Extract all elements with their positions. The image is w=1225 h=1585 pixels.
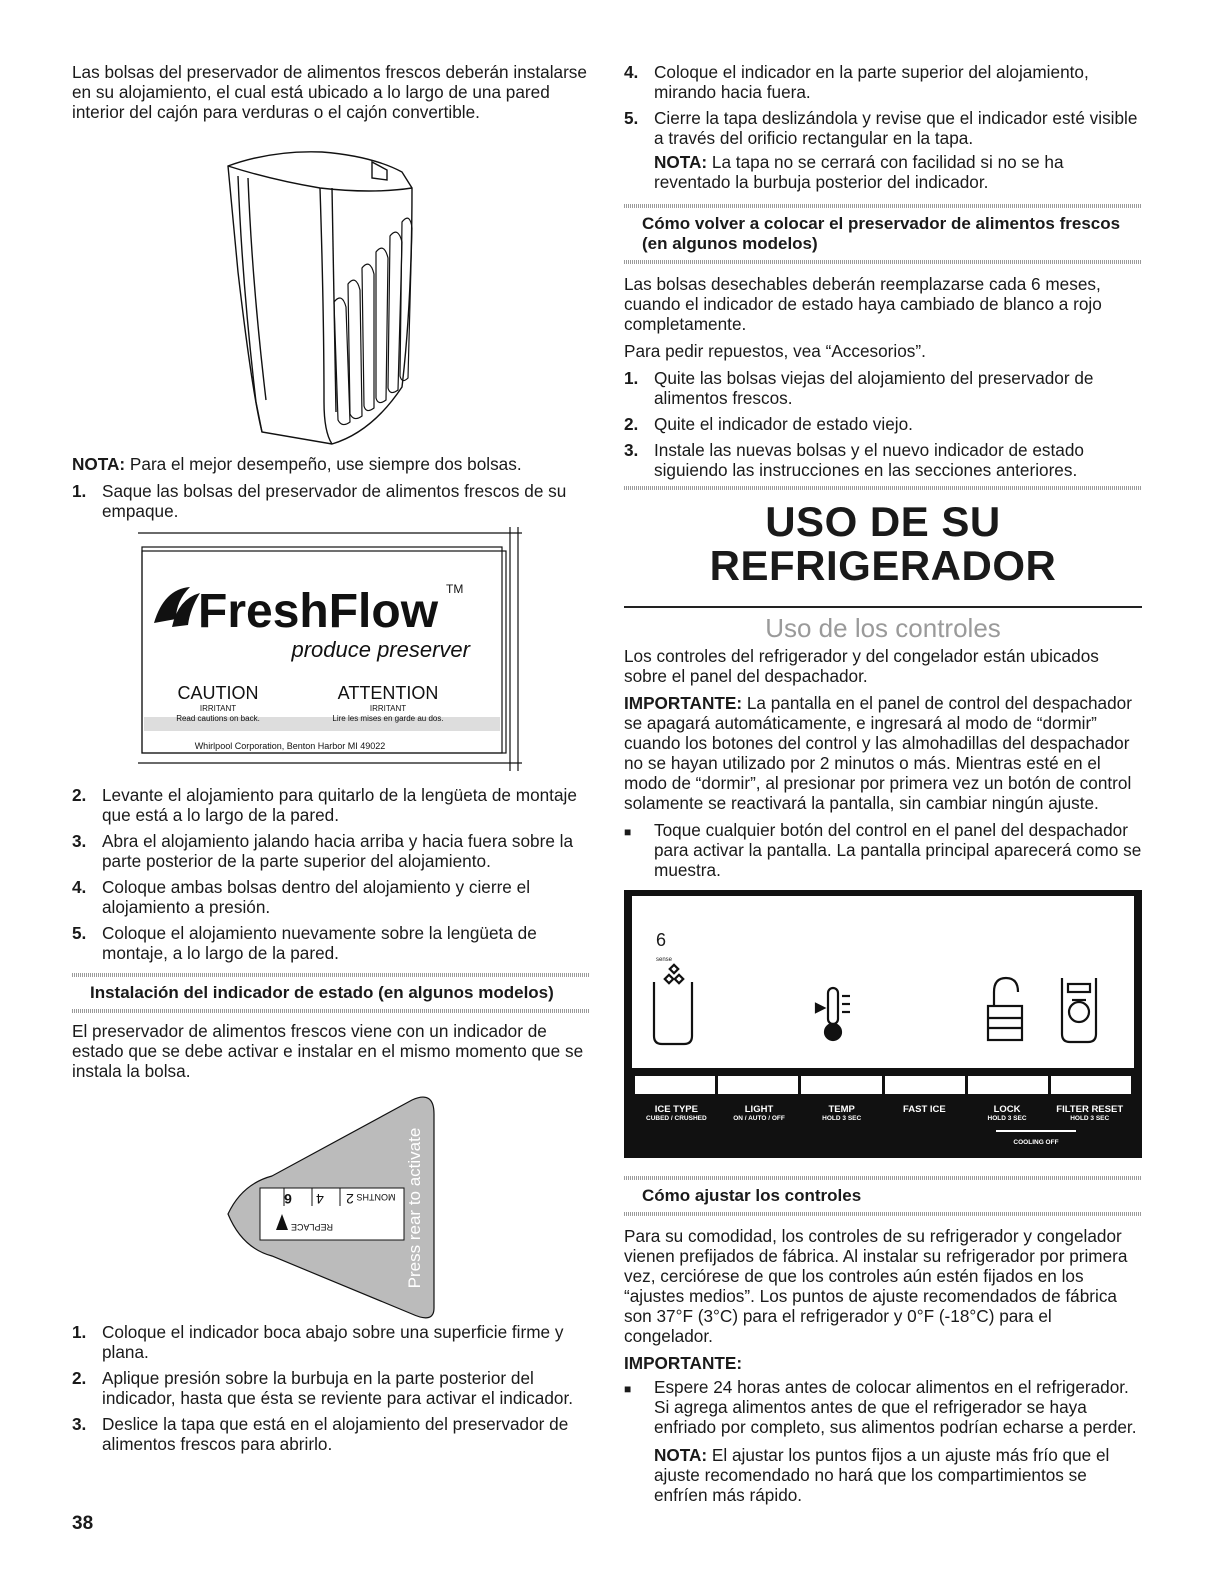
list-item: 3. Deslice la tapa que está en el alojamiento del preservador de alimentos frescos para abrirlo. xyxy=(72,1414,569,1454)
indicator-replace: REPLACE xyxy=(290,1222,334,1232)
list-item: 2. Levante el alojamiento para quitarlo de la lengüeta de montaje que está a lo largo de la pared. xyxy=(72,785,577,825)
order-paragraph: Para pedir repuestos, vea “Accesorios”. xyxy=(624,341,926,361)
light-label: LIGHT ON / AUTO / OFF xyxy=(733,1104,785,1122)
cooling-off-label: COOLING OFF xyxy=(996,1130,1076,1153)
freshflow-logo-icon xyxy=(154,587,200,627)
brand-name: FreshFlow xyxy=(198,585,439,638)
lock-button[interactable] xyxy=(968,1076,1051,1094)
important-label-2: IMPORTANTE: xyxy=(624,1353,743,1373)
card-footer: Whirlpool Corporation, Benton Harbor MI 49022 xyxy=(194,741,386,751)
note-text: La tapa no se cerrará con facilidad si no se ha reventado la burbuja posterior del indicador. xyxy=(654,152,1064,192)
press-rear-text: Press rear to activate xyxy=(405,1127,424,1289)
filter-icon xyxy=(1062,978,1096,1042)
freshflow-package-illustration xyxy=(72,527,590,771)
section-rule xyxy=(72,1009,590,1013)
left-column xyxy=(72,62,590,1460)
attention-label: ATTENTION xyxy=(337,683,439,703)
filter-reset-label: FILTER RESET HOLD 3 SEC xyxy=(1056,1104,1124,1122)
indicator-6: 6 xyxy=(284,1191,292,1207)
list-item: 2. Quite el indicador de estado viejo. xyxy=(624,414,913,434)
indicator-paragraph: El preservador de alimentos frescos viene con un indicador de estado que se debe activar e instalar en el mismo momento que se instala la bolsa. xyxy=(72,1021,584,1081)
caution-sub2: Read cautions on back. xyxy=(176,714,260,723)
indicator-4: 4 xyxy=(316,1191,324,1207)
right-column xyxy=(624,62,1142,1511)
note-label: NOTA: xyxy=(654,152,708,172)
sense-word: sense xyxy=(656,957,673,963)
steps-list-b xyxy=(72,785,590,963)
caution-sub1: IRRITANT xyxy=(199,704,237,713)
intro-paragraph: Las bolsas del preservador de alimentos frescos deberán instalarse en su alojamiento, el cual está ubicado a lo largo de una pared interior del cajón para verduras o el cajón convertible. xyxy=(72,62,587,122)
section-heading-adjust: Cómo ajustar los controles xyxy=(642,1186,862,1205)
lock-label: LOCK HOLD 3 SEC xyxy=(987,1104,1027,1122)
caution-label: CAUTION xyxy=(177,683,259,703)
trademark: TM xyxy=(446,582,464,596)
list-item: 4. Coloque el indicador en la parte superior del alojamiento, mirando hacia fuera. xyxy=(624,62,1089,102)
ice-type-label: ICE TYPE CUBED / CRUSHED xyxy=(646,1104,707,1122)
steps-list-right-b xyxy=(624,368,1142,480)
section-rule xyxy=(624,1212,1142,1216)
ice-type-button[interactable] xyxy=(635,1076,718,1094)
list-item: ■ Toque cualquier botón del control en el panel del despachador para activar la pantalla. La pantalla principal aparecerá como se muestra. xyxy=(624,820,1142,880)
important-label: IMPORTANTE: xyxy=(624,693,743,713)
attention-sub1: IRRITANT xyxy=(369,704,407,713)
section-heading-replace: Cómo volver a colocar el preservador de alimentos frescos (en algunos modelos) xyxy=(642,214,1121,253)
list-item: 5. Coloque el alojamiento nuevamente sobre la lengüeta de montaje, a lo largo de la pared. xyxy=(72,923,537,963)
section-rule xyxy=(624,486,1142,490)
ice-cup-icon xyxy=(654,965,692,1044)
lock-icon xyxy=(988,978,1022,1040)
6th-sense-icon: 6 xyxy=(656,930,667,950)
control-labels xyxy=(635,1104,1131,1123)
list-item: 2. Aplique presión sobre la burbuja en la parte posterior del indicador, hasta que ésta se reviente para activar el indicador. xyxy=(72,1368,574,1408)
page-number: 38 xyxy=(72,1513,94,1534)
chapter-title: USO DE SU REFRIGERADOR xyxy=(709,498,1057,589)
list-item: 4. Coloque ambas bolsas dentro del alojamiento y cierre el alojamiento a presión. xyxy=(72,877,531,917)
list-item: 3. Abra el alojamiento jalando hacia arriba y hacia fuera sobre la parte posterior de la parte superior del alojamiento. xyxy=(72,831,574,871)
brand-subtitle: produce preserver xyxy=(291,637,470,662)
steps-list-a xyxy=(72,481,590,521)
list-item: 3. Instale las nuevas bolsas y el nuevo indicador de estado siguiendo las instrucciones en las secciones anteriores. xyxy=(624,440,1084,480)
section-rule xyxy=(624,260,1142,264)
bullet-list-a xyxy=(624,820,1142,880)
section-heading-indicator: Instalación del indicador de estado (en algunos modelos) xyxy=(90,983,554,1002)
list-item: 1. Coloque el indicador boca abajo sobre una superficie firme y plana. xyxy=(72,1322,564,1362)
preserver-housing-illustration xyxy=(72,132,590,450)
filter-reset-button[interactable] xyxy=(1051,1076,1131,1094)
control-button-row xyxy=(635,1076,1131,1094)
note-text: El ajustar los puntos fijos a un ajuste más frío que el ajuste recomendado no hará que los compartimientos se enfríen más rápido. xyxy=(654,1445,1110,1505)
status-indicator-illustration xyxy=(72,1084,590,1322)
controls-paragraph: Los controles del refrigerador y del congelador están ubicados sobre el panel del despachador. xyxy=(624,646,1099,686)
fast-ice-button[interactable] xyxy=(885,1076,968,1094)
steps-list-c xyxy=(72,1322,590,1454)
chapter-rule xyxy=(624,606,1142,608)
control-panel-screen xyxy=(632,896,1134,1068)
indicator-months: MONTHS xyxy=(356,1192,396,1202)
note-label: NOTA: xyxy=(654,1445,708,1465)
temp-button[interactable] xyxy=(801,1076,884,1094)
bullet-list-b xyxy=(624,1377,1142,1505)
adjust-paragraph: Para su comodidad, los controles de su refrigerador y congelador vienen prefijados de fábrica. Al instalar su refrigerador por primera vez, cerciórese de que los controles aún estén fijados en los “ajustes medios”. Los puntos de ajuste recomendados de fábrica son 37°F (3°C) para el refrigerador y 0°F (-18°C) para el congelador. xyxy=(624,1226,1128,1346)
note-label: NOTA: xyxy=(72,454,126,474)
light-button[interactable] xyxy=(718,1076,801,1094)
list-item: 5. Cierre la tapa deslizándola y revise que el indicador esté visible a través del orificio rectangular en la tapa. NOTA: La tapa no se cerrará con facilidad si no se ha reventado la burbuja posterior del indicador. xyxy=(624,108,1138,192)
fast-ice-label: FAST ICE xyxy=(902,1104,946,1115)
list-item: 1. Saque las bolsas del preservador de alimentos frescos de su empaque. xyxy=(72,481,567,521)
temp-label: TEMP HOLD 3 SEC xyxy=(822,1104,862,1122)
replace-paragraph: Las bolsas desechables deberán reemplazarse cada 6 meses, cuando el indicador de estado haya cambiado de blanco a rojo completamente. xyxy=(624,274,1102,334)
section-title-controls: Uso de los controles xyxy=(765,613,1001,643)
control-panel-display xyxy=(624,890,1142,1158)
note-text: Para el mejor desempeño, use siempre dos bolsas. xyxy=(125,454,522,474)
important-text: La pantalla en el panel de control del despachador se apagará automáticamente, e ingresará al modo de “dormir” cuando los botones del control y las almohadillas del despachador no se hayan utilizado por 2 minutos o más. Mientras esté en el modo de “dormir”, al presionar por primera vez un botón de control solamente se reactivará la pantalla, sin cambiar ningún ajuste. xyxy=(624,693,1132,813)
attention-sub2: Lire les mises en garde au dos. xyxy=(332,714,444,723)
list-item: 1. Quite las bolsas viejas del alojamiento del preservador de alimentos frescos. xyxy=(624,368,1094,408)
steps-list-right-a xyxy=(624,62,1142,192)
list-item: ■ Espere 24 horas antes de colocar alimentos en el refrigerador. Si agrega alimentos antes de que el refrigerador se haya enfriado por completo, sus alimentos podrían echarse a perder. NOTA: El ajustar los puntos fijos a un ajuste más frío que el ajuste recomendado no hará que los compartimientos se enfríen más rápido. xyxy=(624,1377,1137,1505)
indicator-2: 2 xyxy=(346,1191,354,1207)
thermometer-icon xyxy=(816,988,850,1040)
